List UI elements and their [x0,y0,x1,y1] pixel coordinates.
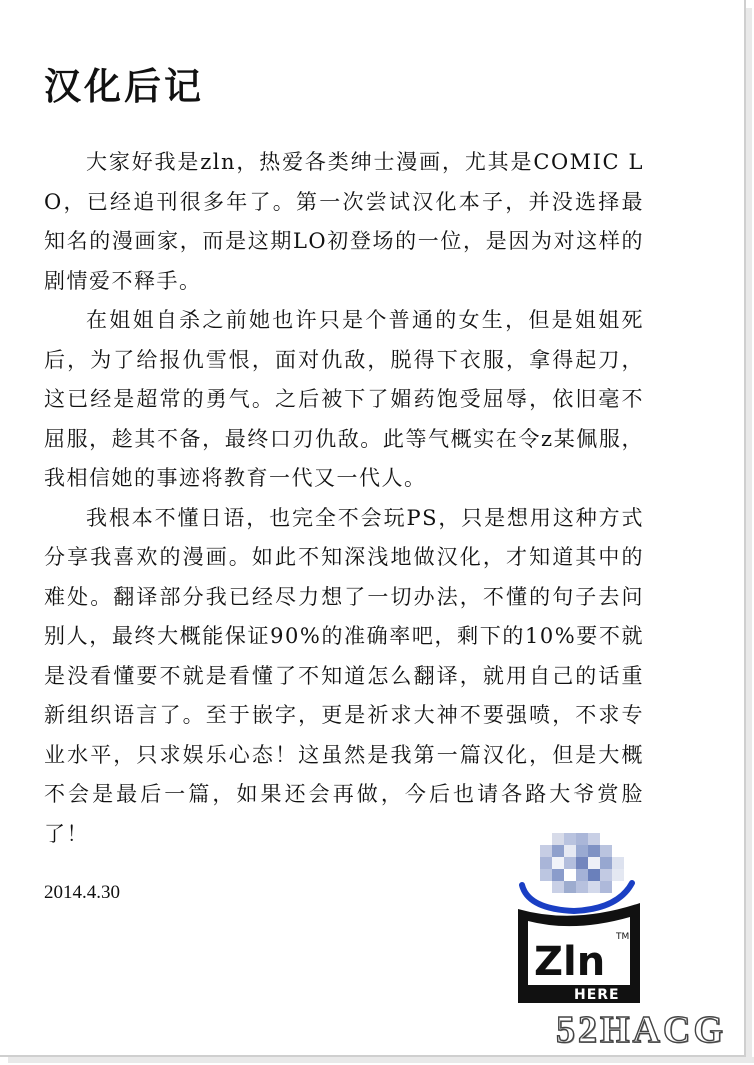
logo-text: Zln [534,939,606,985]
mosaic-icon [540,833,624,893]
paragraph-intro: 大家好我是zln，热爱各类绅士漫画，尤其是COMIC LO，已经追刊很多年了。第一次尝试汉化本子，并没选择最知名的漫画家，而是这期LO初登场的一位，是因为对这样的剧情爱不释手。 [44,150,644,293]
zln-logo [514,825,644,1005]
page-title: 汉化后记 [44,65,204,108]
logo-sub: HERE [574,987,620,1003]
article-body [44,143,644,854]
logo-trademark: TM [616,932,630,942]
paragraph-translation: 我根本不懂日语，也完全不会玩PS，只是想用这种方式分享我喜欢的漫画。如此不知深浅地做汉化，才知道其中的难处。翻译部分我已经尽力想了一切办法，不懂的句子去问别人，最终大概能保证90%的准确率吧，剩下的10%要不就是没看懂要不就是看懂了不知道怎么翻译，就用自己的话重新组织语言了。至于嵌字，更是祈求大神不要强喷，不求专业水平，只求娱乐心态！这虽然是我第一篇汉化，但是大概不会是最后一篇，如果还会再做，今后也请各路大爷赏脸了！ [44,505,644,846]
date-text: 2014.4.30 [44,882,120,903]
site-watermark: 52HACG [556,1009,726,1051]
paragraph-story: 在姐姐自杀之前她也许只是个普通的女生，但是姐姐死后，为了给报仇雪恨，面对仇敌，脱得下衣服，拿得起刀，这已经是超常的勇气。之后被下了媚药饱受屈辱，依旧毫不屈服，趁其不备，最终口刃仇敌。此等气概实在令z某佩服，我相信她的事迹将教育一代又一代人。 [44,308,644,490]
